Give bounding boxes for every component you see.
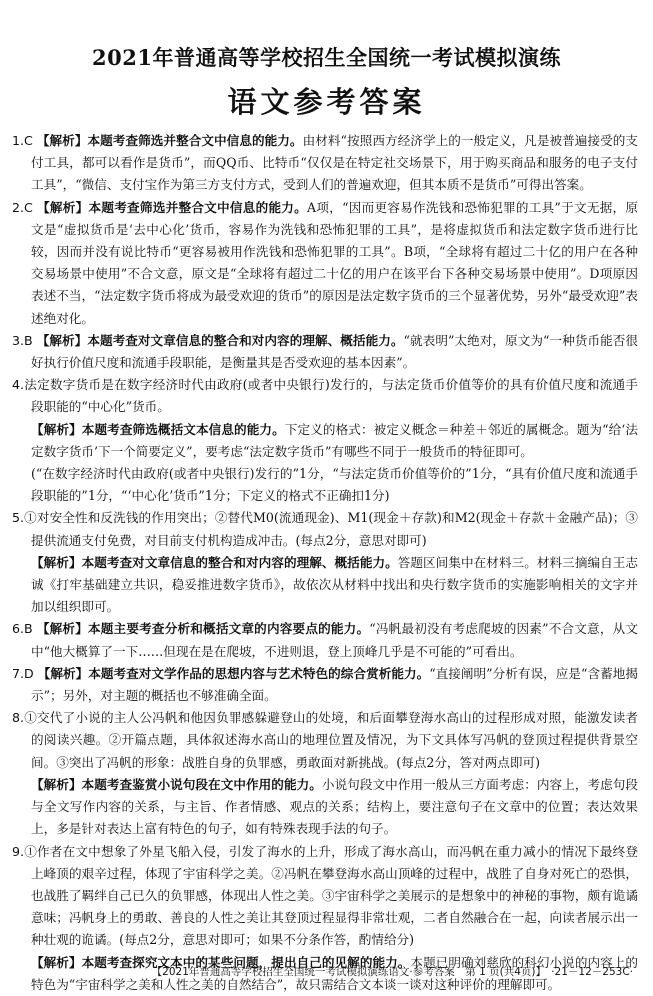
- analysis-text: “直接阐明”分析有误，应是“含蓄地揭示”；另外，对主题的概括也不够准确全面。: [31, 665, 638, 704]
- item-number: 1.C: [12, 133, 33, 148]
- answer-item-2: [12, 197, 638, 330]
- analysis-tag: 【解析】本题考查探究文本中的某些问题，提出自己的见解的能力。: [31, 954, 411, 970]
- analysis-tag: 【解析】本题考查筛选并整合文中信息的能力。: [36, 133, 303, 148]
- item-number: 3.B: [12, 332, 33, 348]
- analysis-text: A项，“因而更容易作洗钱和恐怖犯罪的工具”于文无据，原文是“虚拟货币是‘去中心化’货币，容易作为洗钱和恐怖犯罪的工具”，是将虚拟货币和法定数字货币进行比较，因而并没有说比特币“更容易被用作洗钱和恐怖犯罪的工具”。B项，“全球将有超过二十亿的用户在各种交易场景中使用”不合文意，原文是“全球将有超过二十亿的用户在该平台下各种交易场景中使用”。D项原因表述不当，“法定数字货币将成为最受欢迎的货币”的原因是法定数字货币的三个显著优势，另外“最受欢迎”表述绝对化。: [31, 199, 638, 326]
- answer-item-9: [12, 841, 638, 952]
- item-number: 7.D: [12, 665, 34, 681]
- item-number: 6.B: [12, 621, 33, 637]
- analysis-text: 下定义的格式：被定义概念＝种差＋邻近的属概念。题为“给‘法定数字货币’下一个简要定义”，要考虑“法定数字货币”有哪些不同于一般货币的特征即可。: [31, 421, 638, 459]
- analysis-text: 小说句段文中作用一般从三方面考虑：内容上，考虑句段与全文写作内容的关系，与主旨、作者情感、观点的关系；结构上，要注意句子在文章中的位置；表达效果上，多是针对表达上富有特色的句子，如有特殊表现手法的句子。: [31, 776, 639, 837]
- analysis-text: “就表明”太绝对，原文为“一种货币能否很好执行价值尺度和流通手段职能，是衡量其是否受欢迎的基本因素”。: [31, 332, 638, 371]
- analysis-tag: 【解析】本题考查对文学作品的思想内容与艺术特色的综合赏析能力。: [37, 665, 430, 681]
- item-number: 2.C: [12, 199, 33, 215]
- analysis-tag: 【解析】本题考查鉴赏小说句段在文中作用的能力。: [31, 776, 322, 792]
- answer-item-7: [12, 663, 638, 707]
- analysis-text: “冯帆最初没有考虑爬坡的因素”不合文意，从文中“他大概算了一下……但现在是在爬坡，不进则退，登上顶峰几乎是不可能的”可看出。: [31, 621, 638, 659]
- answer-text: ①对安全性和反洗钱的作用突出；②替代M0(流通现金)、M1(现金＋存款)和M2(现金＋存款＋金融产品)；③提供流通支付免费，对目前支付机构造成冲击。(每点2分，意思对即可): [24, 510, 638, 548]
- answer-text: ①作者在文中想象了外星飞船入侵，引发了海水的上升，形成了海水高山，而冯帆在重力减小的情况下最终登上峰顶的艰辛过程，体现了宇宙科学之美。②冯帆在攀登海水高山顶峰的过程中，战胜了自身对死亡的恐惧，也战胜了羁绊自己已久的负罪感，体现出人性之美。③宇宙科学之美展示的是想象中的神秘的事物，颇有诡谲意味；冯帆身上的勇敢、善良的人性之美让其登顶过程显得非常壮观，二者自然融合在一起，向读者展示出一种壮观的诡谲。(每点2分，意思对即可；如果不分条作答，酌情给分): [24, 843, 638, 948]
- analysis-text: 本题已明确刘慈欣的科幻小说的内容上的特色为“宇宙科学之美和人性之美的自然结合”，故只需结合文本谈一谈对这种评价的理解即可。: [31, 954, 639, 992]
- answer-key-title: 语文参考答案: [227, 85, 426, 119]
- item-number: 8.: [12, 710, 25, 726]
- answer-item-8-analysis: [12, 774, 638, 841]
- page-footer: 【2021年普通高等学校招生全国统一考试模拟演练语文·参考答案 第 1 页(共4页)】 ·21－12－253C·: [151, 966, 633, 978]
- answer-item-5-analysis: [12, 552, 638, 619]
- analysis-text: 答题区间集中在材料三。材料三摘编自王志诚《打牢基础建立共识，稳妥推进数字货币》，故依次从材料中找出和央行数字货币的实施影响相关的文字并加以组织即可。: [31, 554, 639, 615]
- analysis-text: 由材料“按照西方经济学上的一般定义，凡是被普遍接受的支付工具，都可以看作是货币”，而QQ币、比特币“仅仅是在特定社交场景下，用于购买商品和服务的电子支付工具”，“微信、支付宝作为第三方支付方式，受到人们的普遍欢迎，但其本质不是货币”可得出答案。: [31, 133, 638, 193]
- answer-body: [12, 130, 638, 996]
- answer-item-5: [12, 507, 638, 551]
- exam-title: 2021年普通高等学校招生全国统一考试模拟演练: [92, 45, 561, 70]
- answer-text: ①交代了小说的主人公冯帆和他因负罪感躲避登山的处境，和后面攀登海水高山的过程形成对照，能激发读者的阅读兴趣。②开篇点题，具体叙述海水高山的地理位置及情况，为下文具体写冯帆的登顶过程提供背景空间。③突出了冯帆的形象：战胜自身的负罪感，勇敢面对新挑战。(每点2分，答对两点即可): [24, 710, 638, 770]
- answer-item-4-analysis: [12, 419, 638, 463]
- answer-item-1: [12, 130, 638, 197]
- answer-item-3: [12, 330, 638, 374]
- answer-text: 法定数字货币是在数字经济时代由政府(或者中央银行)发行的，与法定货币价值等价的具有价值尺度和流通手段职能的“中心化”货币。: [24, 377, 638, 415]
- item-number: 4.: [12, 377, 25, 393]
- answer-item-4: [12, 374, 638, 418]
- answer-item-4-scoring: (“在数字经济时代由政府(或者中央银行)发行的”1分，“与法定货币价值等价的”1分，“具有价值尺度和流通手段职能的”1分，“‘中心化’货币”1分；下定义的格式不正确扣1分): [31, 466, 638, 504]
- analysis-tag: 【解析】本题主要考查分析和概括文章的内容要点的能力。: [36, 621, 370, 637]
- analysis-tag: 【解析】本题考查筛选概括文本信息的能力。: [31, 421, 285, 437]
- answer-item-6: [12, 618, 638, 662]
- item-number: 9.: [12, 843, 25, 859]
- item-number: 5.: [12, 510, 25, 526]
- answer-item-8: [12, 707, 638, 774]
- analysis-tag: 【解析】本题考查对文章信息的整合和对内容的理解、概括能力。: [36, 332, 404, 348]
- analysis-tag: 【解析】本题考查筛选并整合文中信息的能力。: [37, 199, 308, 215]
- analysis-tag: 【解析】本题考查对文章信息的整合和对内容的理解、概括能力。: [31, 554, 398, 570]
